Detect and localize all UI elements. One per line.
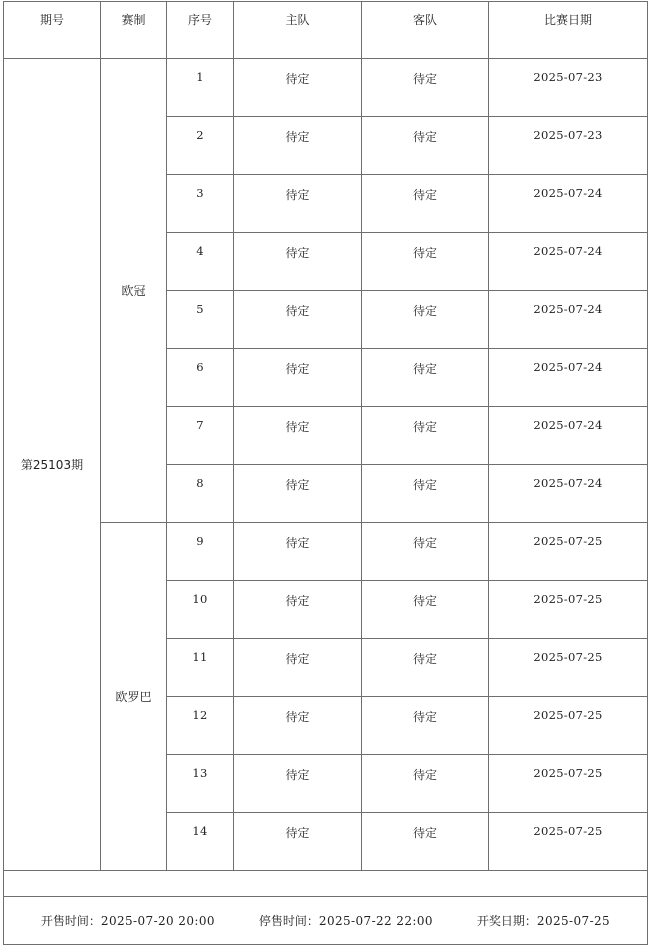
away-team-cell: 待定: [362, 233, 489, 291]
home-team-cell: 待定: [234, 813, 362, 871]
seq-cell: 8: [167, 465, 234, 523]
away-team-cell: 待定: [362, 755, 489, 813]
date-cell: 2025-07-25: [489, 639, 648, 697]
home-team-cell: 待定: [234, 175, 362, 233]
home-team-cell: 待定: [234, 639, 362, 697]
header-seq: 序号: [167, 2, 234, 59]
date-cell: 2025-07-24: [489, 175, 648, 233]
away-team-cell: 待定: [362, 175, 489, 233]
header-away-team: 客队: [362, 2, 489, 59]
draw-date: [477, 912, 610, 929]
header-period: 期号: [4, 2, 101, 59]
date-cell: 2025-07-23: [489, 59, 648, 117]
home-team-cell: 待定: [234, 523, 362, 581]
date-cell: 2025-07-24: [489, 233, 648, 291]
date-cell: 2025-07-24: [489, 465, 648, 523]
sale-start-value: 2025-07-20 20:00: [100, 914, 215, 928]
away-team-cell: 待定: [362, 523, 489, 581]
date-cell: 2025-07-24: [489, 407, 648, 465]
header-row: [4, 2, 648, 59]
seq-cell: 7: [167, 407, 234, 465]
away-team-cell: 待定: [362, 581, 489, 639]
spacer-cell: [4, 871, 648, 897]
away-team-cell: 待定: [362, 697, 489, 755]
seq-cell: 13: [167, 755, 234, 813]
date-cell: 2025-07-25: [489, 813, 648, 871]
seq-cell: 6: [167, 349, 234, 407]
away-team-cell: 待定: [362, 465, 489, 523]
home-team-cell: 待定: [234, 697, 362, 755]
format-cell: 欧罗巴: [101, 523, 167, 871]
home-team-cell: 待定: [234, 465, 362, 523]
date-cell: 2025-07-24: [489, 349, 648, 407]
home-team-cell: 待定: [234, 349, 362, 407]
seq-cell: 1: [167, 59, 234, 117]
sale-end-value: 2025-07-22 22:00: [318, 914, 433, 928]
seq-cell: 9: [167, 523, 234, 581]
table-row: [4, 59, 648, 117]
date-cell: 2025-07-25: [489, 755, 648, 813]
seq-cell: 12: [167, 697, 234, 755]
away-team-cell: 待定: [362, 813, 489, 871]
header-home-team: 主队: [234, 2, 362, 59]
home-team-cell: 待定: [234, 117, 362, 175]
format-cell: 欧冠: [101, 59, 167, 523]
seq-cell: 2: [167, 117, 234, 175]
sale-end-label: 停售时间：: [258, 914, 319, 928]
away-team-cell: 待定: [362, 349, 489, 407]
seq-cell: 5: [167, 291, 234, 349]
sales-info: [4, 897, 648, 945]
seq-cell: 10: [167, 581, 234, 639]
date-cell: 2025-07-25: [489, 697, 648, 755]
away-team-cell: 待定: [362, 407, 489, 465]
home-team-cell: 待定: [234, 291, 362, 349]
sale-start-label: 开售时间：: [40, 914, 101, 928]
header-format: 赛制: [101, 2, 167, 59]
sale-end: [259, 912, 433, 929]
date-cell: 2025-07-25: [489, 523, 648, 581]
date-cell: 2025-07-23: [489, 117, 648, 175]
home-team-cell: 待定: [234, 755, 362, 813]
away-team-cell: 待定: [362, 639, 489, 697]
draw-date-value: 2025-07-25: [536, 914, 611, 928]
away-team-cell: 待定: [362, 117, 489, 175]
home-team-cell: 待定: [234, 407, 362, 465]
away-team-cell: 待定: [362, 59, 489, 117]
spacer-row: [4, 871, 648, 897]
schedule-table: [3, 1, 648, 945]
seq-cell: 14: [167, 813, 234, 871]
date-cell: 2025-07-24: [489, 291, 648, 349]
header-match-date: 比赛日期: [489, 2, 648, 59]
sale-start: [41, 912, 215, 929]
seq-cell: 4: [167, 233, 234, 291]
seq-cell: 11: [167, 639, 234, 697]
seq-cell: 3: [167, 175, 234, 233]
footer-row: [4, 897, 648, 945]
away-team-cell: 待定: [362, 291, 489, 349]
home-team-cell: 待定: [234, 233, 362, 291]
home-team-cell: 待定: [234, 581, 362, 639]
draw-date-label: 开奖日期：: [476, 914, 537, 928]
table-row: [4, 523, 648, 581]
home-team-cell: 待定: [234, 59, 362, 117]
period-cell: 第25103期: [4, 59, 101, 871]
date-cell: 2025-07-25: [489, 581, 648, 639]
